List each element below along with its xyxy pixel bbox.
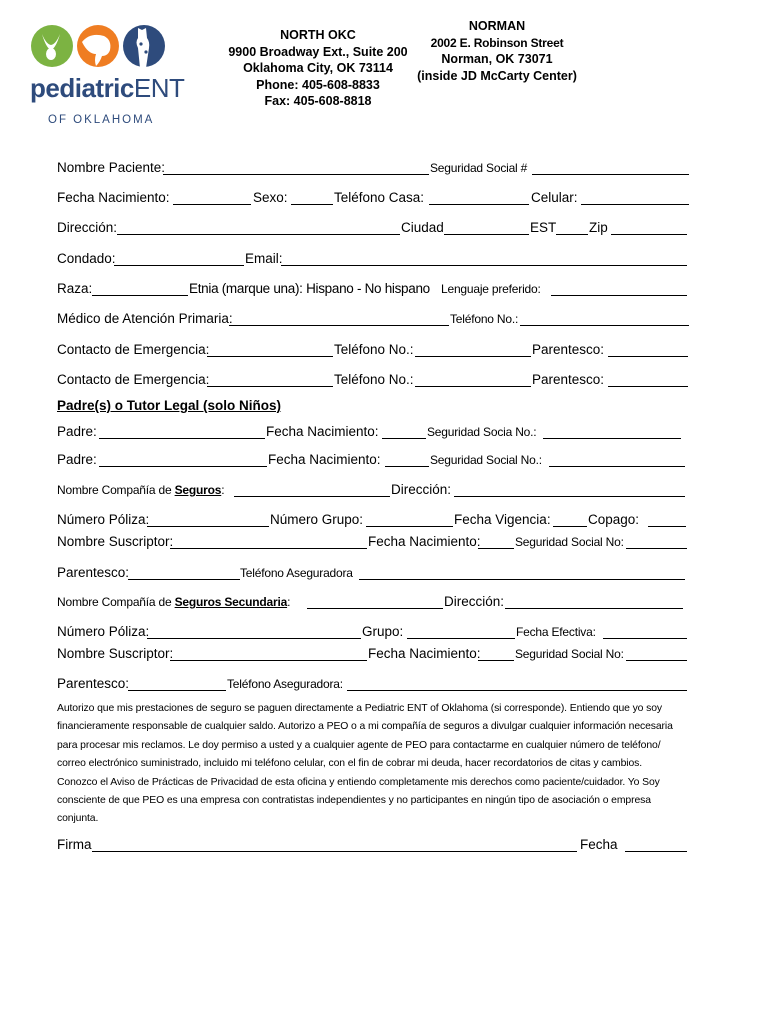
logo-wordmark: pediatricENT	[30, 73, 185, 103]
row-physician: Médico de Atención Primaria: Teléfono No.:	[57, 311, 689, 329]
group-2-field[interactable]	[407, 638, 515, 639]
north-okc-address: NORTH OKC 9900 Broadway Ext., Suite 200 Oklahoma City, OK 73114 Phone: 405-608-8833 Fax: 405-608-8818	[228, 28, 408, 108]
row-patient-name: Nombre Paciente: Seguridad Social #	[57, 160, 689, 178]
county-field[interactable]	[114, 265, 244, 266]
row-parent-2: Padre: Fecha Nacimiento: Seguridad Social No.:	[57, 452, 689, 470]
patient-name-field[interactable]	[163, 174, 429, 175]
emergency-relation-2-field[interactable]	[608, 386, 688, 387]
row-birth: Fecha Nacimiento: Sexo: Teléfono Casa: Celular:	[57, 190, 689, 208]
logo-subtitle: OF OKLAHOMA	[48, 114, 155, 126]
row-secondary-insurance: Nombre Compañía de Seguros Secundaria: Dirección:	[57, 594, 689, 612]
home-phone-field[interactable]	[429, 204, 529, 205]
state-field[interactable]	[556, 234, 588, 235]
insurance-address-field[interactable]	[454, 496, 685, 497]
insurer-phone-2-field[interactable]	[347, 690, 687, 691]
logo	[30, 20, 185, 126]
effective-date-2-field[interactable]	[603, 638, 687, 639]
parent-1-ssn-field[interactable]	[543, 438, 681, 439]
logo-animal-icons	[30, 20, 170, 72]
signature-date-field[interactable]	[625, 851, 687, 852]
parent-1-name-field[interactable]	[99, 438, 265, 439]
cell-phone-field[interactable]	[581, 204, 689, 205]
row-policy-2: Número Póliza: Grupo: Fecha Efectiva:	[57, 624, 689, 642]
insurance-company-field[interactable]	[234, 496, 390, 497]
insurer-phone-1-field[interactable]	[359, 579, 685, 580]
norman-address: NORMAN 2002 E. Robinson Street Norman, OK 73071 (inside JD McCarty Center)	[417, 19, 577, 83]
physician-field[interactable]	[229, 325, 449, 326]
row-emergency-1: Contacto de Emergencia: Teléfono No.: Parentesco:	[57, 342, 689, 360]
subscriber-2-field[interactable]	[170, 660, 367, 661]
row-address: Dirección: Ciudad EST Zip	[57, 220, 689, 238]
email-field[interactable]	[281, 265, 687, 266]
signature-field[interactable]	[92, 851, 577, 852]
policy-2-field[interactable]	[147, 638, 361, 639]
effective-date-1-field[interactable]	[553, 526, 587, 527]
policy-1-field[interactable]	[147, 526, 269, 527]
race-field[interactable]	[92, 295, 188, 296]
zip-field[interactable]	[611, 234, 687, 235]
row-relation-1: Parentesco: Teléfono Aseguradora	[57, 565, 689, 583]
parent-1-birth-field[interactable]	[382, 438, 426, 439]
emergency-contact-2-field[interactable]	[207, 386, 333, 387]
authorization-paragraph: Autorizo que mis prestaciones de seguro se paguen directamente a Pediatric ENT of Oklahoma (si corresponde). Entiendo que yo soy financieramente responsable de cualquier saldo. Autorizo a PEO o a mi compañía de seguros a divulgar cualquier información necesaria para procesar mis reclamos. Le doy permiso a usted y a cualquier agente de PEO para contactarme en cualquier número de teléfono/ correo electrónico suministrado, incluido mi teléfono celular, con el fin de cobrar mi deuda, hacer recordatorios de citas y cambios. Conozco el Aviso de Prácticas de Privacidad de esta oficina y entiendo completamente mis derechos como paciente/cuidador. Yo Soy consciente de que PEO es una empresa con contratistas independientes y no participantes en ningún tipo de asociación o empresa conjunta.	[57, 703, 673, 825]
row-race: Raza: Etnia (marque una): Hispano - No hispano Lenguaje preferido:	[57, 281, 689, 299]
row-insurance: Nombre Compañía de Seguros: Dirección:	[57, 482, 689, 500]
language-field[interactable]	[551, 295, 687, 296]
emergency-phone-1-field[interactable]	[415, 356, 531, 357]
parent-2-birth-field[interactable]	[385, 466, 429, 467]
subscriber-2-birth-field[interactable]	[478, 660, 514, 661]
insurance-relation-1-field[interactable]	[128, 579, 240, 580]
row-policy-1: Número Póliza: Número Grupo: Fecha Vigencia: Copago:	[57, 512, 689, 530]
insurance-relation-2-field[interactable]	[128, 690, 226, 691]
parent-2-name-field[interactable]	[99, 466, 267, 467]
emergency-phone-2-field[interactable]	[415, 386, 531, 387]
row-relation-2: Parentesco: Teléfono Aseguradora:	[57, 676, 689, 694]
sex-field[interactable]	[291, 204, 333, 205]
row-parent-1: Padre: Fecha Nacimiento: Seguridad Socia No.:	[57, 424, 689, 442]
row-emergency-2: Contacto de Emergencia: Teléfono No.: Parentesco:	[57, 372, 689, 390]
physician-phone-field[interactable]	[520, 325, 689, 326]
subscriber-2-ssn-field[interactable]	[626, 660, 687, 661]
row-signature: Firma Fecha	[57, 837, 689, 855]
copay-field[interactable]	[648, 526, 686, 527]
emergency-contact-1-field[interactable]	[207, 356, 333, 357]
subscriber-1-birth-field[interactable]	[478, 548, 514, 549]
city-field[interactable]	[444, 234, 529, 235]
address-field[interactable]	[117, 234, 400, 235]
emergency-relation-1-field[interactable]	[608, 356, 688, 357]
secondary-address-field[interactable]	[505, 608, 683, 609]
birth-date-field[interactable]	[173, 204, 251, 205]
subscriber-1-ssn-field[interactable]	[626, 548, 687, 549]
ssn-field[interactable]	[532, 174, 689, 175]
guardian-heading: Padre(s) o Tutor Legal (solo Niños)	[57, 398, 282, 413]
group-1-field[interactable]	[366, 526, 453, 527]
row-subscriber-2: Nombre Suscriptor: Fecha Nacimiento: Seguridad Social No:	[57, 646, 689, 664]
subscriber-1-field[interactable]	[170, 548, 367, 549]
row-subscriber-1: Nombre Suscriptor: Fecha Nacimiento: Seguridad Social No:	[57, 534, 689, 552]
row-county: Condado: Email:	[57, 251, 689, 269]
secondary-insurance-field[interactable]	[307, 608, 443, 609]
parent-2-ssn-field[interactable]	[549, 466, 685, 467]
